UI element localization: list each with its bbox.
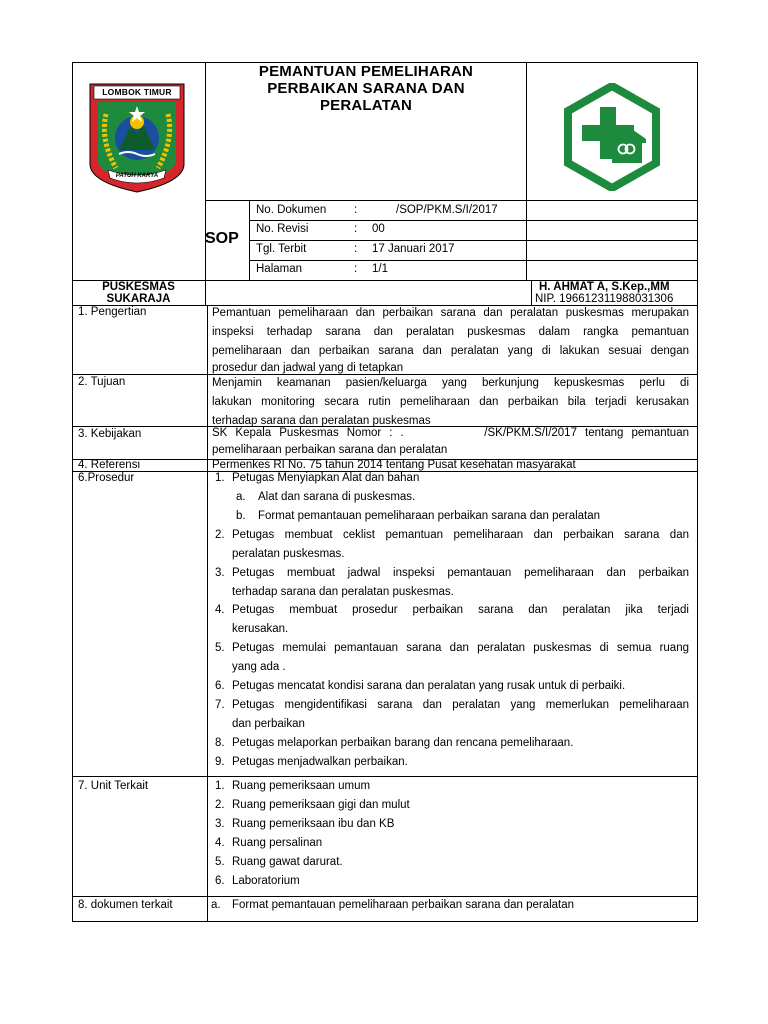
- doc-no-label: No. Dokumen: [256, 204, 327, 216]
- prosedur-item-line: peralatan puskesmas.: [232, 548, 345, 560]
- prosedur-item: [232, 601, 689, 639]
- section-label-dokumen: 8. dokumen terkait: [78, 899, 173, 911]
- pengertian-line: prosedur dan jadwal yang di tetapkan: [212, 362, 404, 374]
- rev-value: 00: [372, 223, 385, 235]
- document-title: [206, 63, 526, 114]
- unit-item: Ruang pemeriksaan umum: [232, 780, 371, 792]
- doc-no-value: /SOP/PKM.S/I/2017: [396, 204, 498, 216]
- title-line-1: PEMANTUAN PEMELIHARAN: [258, 63, 474, 80]
- sop-label: SOP: [205, 230, 239, 247]
- date-value: 17 Januari 2017: [372, 243, 455, 255]
- section-label-kebijakan: 3. Kebijakan: [78, 428, 142, 440]
- referensi-text: Permenkes RI No. 75 tahun 2014 tentang Pusat kesehatan masyarakat: [212, 459, 576, 471]
- unit-item: Laboratorium: [232, 875, 300, 887]
- prosedur-num: b.: [236, 510, 246, 522]
- puskesmas-cross-icon: [564, 83, 660, 191]
- prosedur-item-line: kerusakan.: [232, 623, 289, 635]
- prosedur-num: a.: [236, 491, 246, 503]
- prosedur-item-line: Petugas membuat jadwal inspeksi pemantauan pemeliharaan dan perbaikan: [232, 567, 689, 579]
- prosedur-item: [232, 564, 689, 602]
- pengertian-line: inspeksi terhadap sarana dan peralatan puskesmas dalam rangka pemantuan: [212, 326, 689, 338]
- dokumen-item: Format pemantauan pemeliharaan perbaikan sarana dan peralatan: [232, 899, 575, 911]
- prosedur-item-line: Petugas membuat prosedur perbaikan sarana dan peralatan jika terjadi: [232, 604, 689, 616]
- unit-num: 2.: [215, 799, 225, 811]
- rev-label: No. Revisi: [256, 223, 309, 235]
- emblem-top-text: LOMBOK TIMUR: [102, 87, 172, 97]
- page-sep: :: [354, 263, 358, 275]
- prosedur-item: Petugas Menyiapkan Alat dan bahan: [232, 472, 420, 484]
- pengertian-line: Pemantuan pemeliharaan dan perbaikan sarana dan peralatan puskesmas merupakan: [212, 307, 689, 319]
- kebijakan-text: [212, 425, 689, 459]
- prosedur-item-line: Petugas mengidentifikasi sarana dan peralatan yang memerlukan pemeliharaan: [232, 699, 689, 711]
- kebijakan-line: SK Kepala Puskesmas Nomor : . /SK/PKM.S/I/2017 tentang pemantuan: [212, 427, 689, 439]
- unit-item: Ruang pemeriksaan ibu dan KB: [232, 818, 395, 830]
- page-value: 1/1: [372, 263, 388, 275]
- unit-num: 3.: [215, 818, 225, 830]
- section-label-unit: 7. Unit Terkait: [78, 780, 149, 792]
- title-line-2: PERBAIKAN SARANA DAN: [267, 80, 465, 97]
- prosedur-item: Alat dan sarana di puskesmas.: [258, 491, 416, 503]
- pengertian-line: pemeliharaan dan perbaikan sarana dan peralatan yang di lakukan sesuai dengan: [212, 345, 689, 357]
- section-label-prosedur: 6.Prosedur: [78, 472, 135, 484]
- date-sep: :: [354, 243, 358, 255]
- signer-nip: NIP. 196612311988031306: [535, 293, 674, 305]
- page-label: Halaman: [256, 263, 303, 275]
- org-line-1: PUSKESMAS: [102, 281, 175, 293]
- prosedur-item: Petugas mencatat kondisi sarana dan peralatan yang rusak untuk di perbaiki.: [232, 680, 626, 692]
- prosedur-num: 9.: [215, 756, 225, 768]
- unit-item: Ruang gawat darurat.: [232, 856, 343, 868]
- prosedur-num: 8.: [215, 737, 225, 749]
- kebijakan-line: pemeliharaan perbaikan sarana dan peralatan: [212, 444, 448, 456]
- prosedur-num: 7.: [215, 699, 225, 711]
- unit-num: 6.: [215, 875, 225, 887]
- section-label-pengertian: 1. Pengertian: [78, 306, 147, 318]
- org-line-2: SUKARAJA: [106, 293, 171, 305]
- unit-num: 5.: [215, 856, 225, 868]
- prosedur-item: Petugas melaporkan perbaikan barang dan rencana pemeliharaan.: [232, 737, 574, 749]
- emblem-bottom-text: PATUH KARYA: [115, 173, 159, 179]
- signer-name: H. AHMAT A, S.Kep.,MM: [539, 281, 670, 293]
- dokumen-num: a.: [211, 899, 221, 911]
- date-label: Tgl. Terbit: [256, 243, 307, 255]
- title-line-3: PERALATAN: [319, 97, 413, 114]
- prosedur-item: [232, 639, 689, 677]
- lombok-timur-emblem: [86, 82, 188, 194]
- unit-item: Ruang persalinan: [232, 837, 323, 849]
- tujuan-text: [212, 374, 689, 431]
- prosedur-item-line: Petugas membuat ceklist pemantuan pemeliharaan dan perbaikan sarana dan: [232, 529, 689, 541]
- prosedur-num: 6.: [215, 680, 225, 692]
- section-label-referensi: 4. Referensi: [78, 459, 141, 471]
- doc-no-sep: :: [354, 204, 358, 216]
- prosedur-item-line: Petugas memulai pemantauan sarana dan peralatan puskesmas di semua ruang: [232, 642, 689, 654]
- prosedur-num: 1.: [215, 472, 225, 484]
- prosedur-num: 5.: [215, 642, 225, 654]
- tujuan-line: lakukan monitoring secara rutin pemeliharaan dan perbaikan bila terjadi kerusakan: [212, 396, 689, 408]
- section-label-tujuan: 2. Tujuan: [78, 376, 126, 388]
- organization-name: [72, 281, 205, 305]
- prosedur-item-line: dan perbaikan: [232, 718, 305, 730]
- prosedur-item: Format pemantauan pemeliharaan perbaikan sarana dan peralatan: [258, 510, 601, 522]
- prosedur-item: [232, 526, 689, 564]
- prosedur-item-line: terhadap sarana dan peralatan puskesmas.: [232, 586, 454, 598]
- rev-sep: :: [354, 223, 358, 235]
- unit-num: 4.: [215, 837, 225, 849]
- prosedur-item-line: yang ada .: [232, 661, 286, 673]
- tujuan-line: Menjamin keamanan pasien/keluarga yang berkunjung kepuskesmas perlu di: [212, 377, 689, 389]
- pengertian-text: [212, 304, 689, 376]
- prosedur-num: 4.: [215, 604, 225, 616]
- prosedur-num: 2.: [215, 529, 225, 541]
- unit-item: Ruang pemeriksaan gigi dan mulut: [232, 799, 410, 811]
- prosedur-item: [232, 696, 689, 734]
- puskesmas-logo: [564, 83, 660, 191]
- prosedur-num: 3.: [215, 567, 225, 579]
- unit-num: 1.: [215, 780, 225, 792]
- tujuan-line: terhadap sarana dan peralatan puskesmas: [212, 415, 431, 427]
- prosedur-item: Petugas menjadwalkan perbaikan.: [232, 756, 408, 768]
